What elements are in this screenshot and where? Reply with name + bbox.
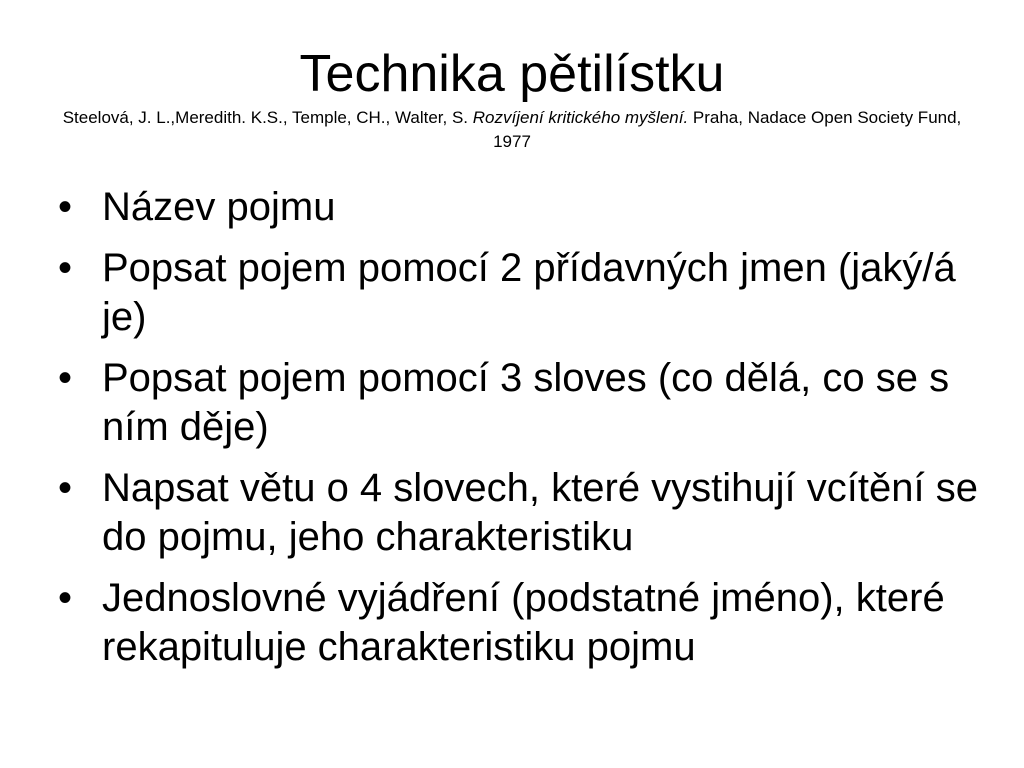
bullet-text: Popsat pojem pomocí 3 sloves (co dělá, co se s ním děje) (102, 356, 950, 449)
bullet-icon: • (58, 356, 73, 400)
bullet-text: Jednoslovné vyjádření (podstatné jméno), které rekapituluje charakteristiku pojmu (102, 576, 945, 669)
bullet-text: Popsat pojem pomocí 2 přídavných jmen (jaký/á je) (102, 246, 956, 339)
bullet-icon: • (58, 576, 73, 620)
bullet-icon: • (58, 185, 73, 229)
slide-title: Technika pětilístku (299, 45, 725, 103)
bullet-text: Napsat větu o 4 slovech, které vystihují vcítění se do pojmu, jeho charakteristiku (102, 466, 978, 559)
citation-authors: Steelová, J. L.,Meredith. K.S., Temple, CH., Walter, S. (62, 108, 473, 127)
title-block (50, 44, 974, 154)
bullet-list (58, 183, 978, 684)
bullet-item (58, 244, 978, 342)
bullet-icon: • (58, 246, 73, 290)
citation-publisher: Praha, Nadace Open Society Fund, 1977 (493, 108, 962, 151)
bullet-item (58, 354, 978, 452)
citation (50, 106, 974, 154)
bullet-icon: • (58, 466, 73, 510)
citation-work: Rozvíjení kritického myšlení. (472, 108, 689, 127)
bullet-item (58, 183, 978, 232)
bullet-item (58, 574, 978, 672)
bullet-item (58, 464, 978, 562)
bullet-text: Název pojmu (102, 185, 336, 229)
